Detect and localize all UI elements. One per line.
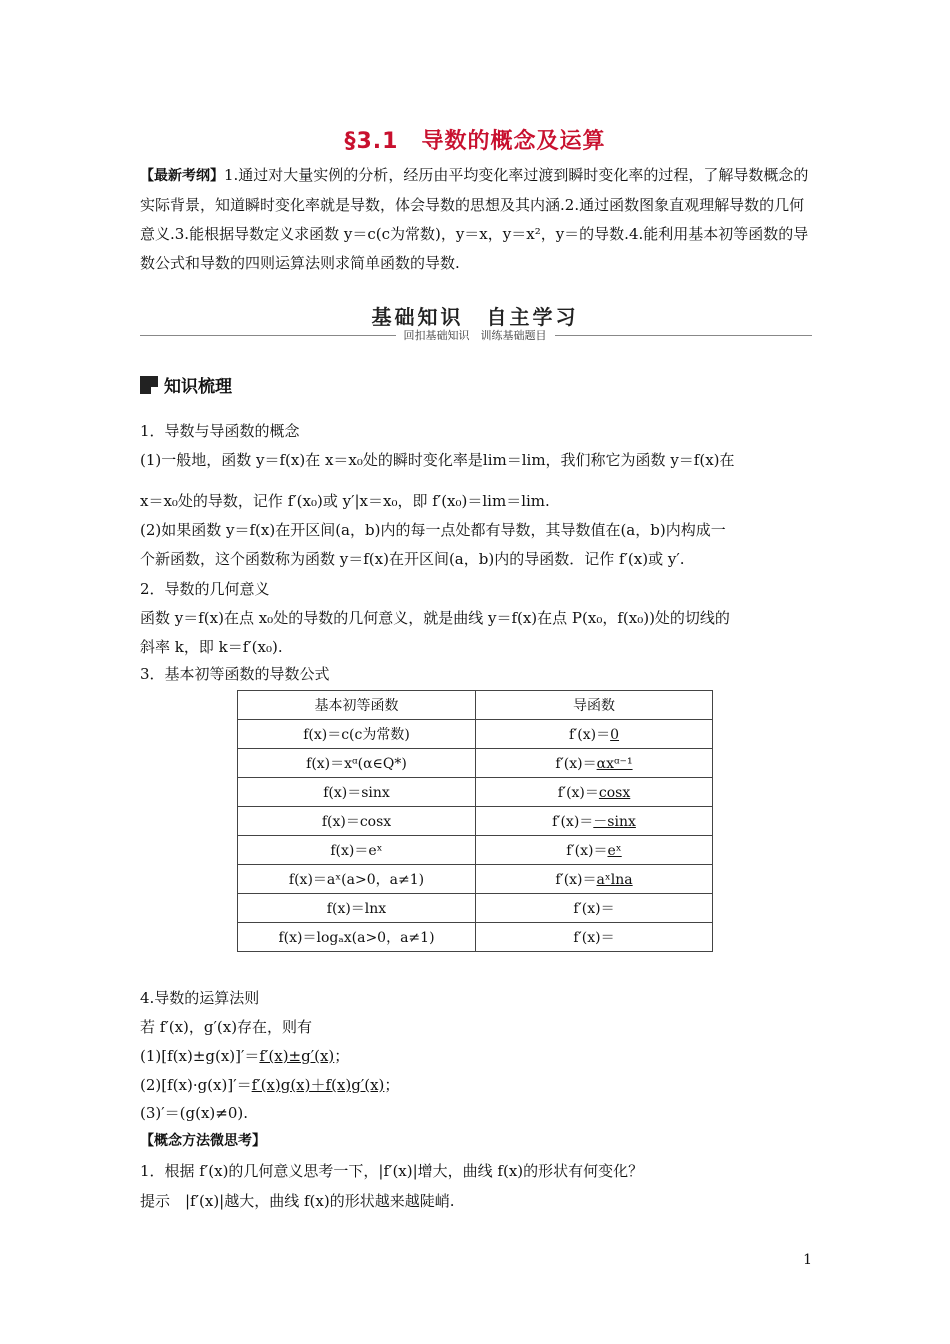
rules-condition: 若 f′(x)，g′(x)存在，则有 bbox=[140, 1018, 313, 1036]
table-cell: f′(x)＝ bbox=[476, 923, 713, 952]
rules-heading: 4.导数的运算法则 bbox=[140, 989, 260, 1007]
table-row bbox=[238, 807, 713, 836]
answer-blank: －sinx bbox=[593, 814, 636, 830]
think-question: 1．根据 f′(x)的几何意义思考一下，|f′(x)|增大，曲线 f(x)的形状有何变化？ bbox=[140, 1162, 644, 1180]
table-cell: f′(x)＝ bbox=[476, 894, 713, 923]
page-number: 1 bbox=[803, 1252, 812, 1268]
answer-blank: 0 bbox=[610, 727, 620, 743]
answer-blank: f′(x)g(x)＋f(x)g′(x) bbox=[251, 1076, 385, 1094]
table-header: 基本初等函数 bbox=[238, 691, 476, 720]
think-answer: 提示 |f′(x)|越大，曲线 f(x)的形状越来越陡峭. bbox=[140, 1192, 455, 1210]
answer-blank: αxᵅ⁻¹ bbox=[596, 756, 633, 772]
text-line: 个新函数，这个函数称为函数 y＝f(x)在开区间(a，b)内的导函数．记作 f′(x)或 y′. bbox=[140, 550, 685, 568]
rule-sum: (1)[f(x)±g(x)]′＝f′(x)±g′(x)； bbox=[140, 1047, 350, 1065]
answer-blank: f′(x)±g′(x) bbox=[259, 1047, 335, 1065]
table-cell: f′(x)＝αxᵅ⁻¹ bbox=[476, 749, 713, 778]
derivative-formula-table bbox=[237, 690, 713, 952]
text-line: 3．基本初等函数的导数公式 bbox=[140, 665, 330, 683]
table-cell: f(x)＝aˣ(a>0，a≠1) bbox=[238, 865, 476, 894]
answer-blank: cosx bbox=[598, 785, 631, 801]
banner-title: 基础知识 自主学习 bbox=[371, 305, 579, 329]
page-title: §3.1 导数的概念及运算 bbox=[344, 129, 606, 154]
answer-blank: aˣlna bbox=[596, 872, 633, 888]
table-cell: f(x)＝cosx bbox=[238, 807, 476, 836]
table-cell: f(x)＝eˣ bbox=[238, 836, 476, 865]
text-line: x＝x₀处的导数，记作 f′(x₀)或 y′|x＝x₀，即 f′(x₀)＝lim＝lim. bbox=[140, 492, 550, 510]
table-row bbox=[238, 778, 713, 807]
text-line: 1．导数与导函数的概念 bbox=[140, 422, 300, 440]
table-header-row bbox=[238, 691, 713, 720]
table-row bbox=[238, 749, 713, 778]
text-line: (2)如果函数 y＝f(x)在开区间(a，b)内的每一点处都有导数，其导数值在(a，b)内构成一 bbox=[140, 521, 726, 539]
table-row bbox=[238, 894, 713, 923]
rule-quotient: (3)′＝(g(x)≠0). bbox=[140, 1104, 249, 1122]
table-header: 导函数 bbox=[476, 691, 713, 720]
table-row bbox=[238, 923, 713, 952]
text-line: (1)一般地，函数 y＝f(x)在 x＝x₀处的瞬时变化率是lim＝lim，我们称它为函数 y＝f(x)在 bbox=[140, 451, 735, 469]
table-cell: f′(x)＝eˣ bbox=[476, 836, 713, 865]
table-cell: f′(x)＝aˣlna bbox=[476, 865, 713, 894]
text-line: 函数 y＝f(x)在点 x₀处的导数的几何意义，就是曲线 y＝f(x)在点 P(x₀，f(x₀))处的切线的 bbox=[140, 609, 730, 627]
table-cell: f(x)＝lnx bbox=[238, 894, 476, 923]
rule-product: (2)[f(x)·g(x)]′＝f′(x)g(x)＋f(x)g′(x)； bbox=[140, 1076, 400, 1094]
table-row bbox=[238, 836, 713, 865]
table-row bbox=[238, 865, 713, 894]
table-cell: f′(x)＝－sinx bbox=[476, 807, 713, 836]
think-tag: 【概念方法微思考】 bbox=[140, 1133, 266, 1149]
table-cell: f(x)＝c(c为常数) bbox=[238, 720, 476, 749]
table-cell: f(x)＝xᵅ(α∈Q*) bbox=[238, 749, 476, 778]
table-cell: f′(x)＝0 bbox=[476, 720, 713, 749]
table-cell: f(x)＝sinx bbox=[238, 778, 476, 807]
table-cell: f(x)＝logₐx(a>0，a≠1) bbox=[238, 923, 476, 952]
banner-subtitle: 回扣基础知识 训练基础题目 bbox=[396, 329, 555, 342]
square-icon bbox=[140, 376, 158, 394]
table-row bbox=[238, 720, 713, 749]
answer-blank: eˣ bbox=[607, 843, 622, 859]
banner-subtitle-wrap bbox=[0, 327, 950, 343]
exam-outline-tag: 【最新考纲】 bbox=[140, 168, 224, 184]
section-title: 知识梳理 bbox=[164, 377, 232, 397]
section-heading bbox=[140, 372, 232, 397]
table-cell: f′(x)＝cosx bbox=[476, 778, 713, 807]
exam-outline bbox=[140, 161, 812, 278]
exam-outline-text: 1.通过对大量实例的分析，经历由平均变化率过渡到瞬时变化率的过程，了解导数概念的实际背景，知道瞬时变化率就是导数，体会导数的思想及其内涵.2.通过函数图象直观理解导数的几何意义.3.能根据导数定义求函数 y＝c(c为常数)，y＝x，y＝x²，y＝的导数.4.能利用基本初等函数的导数公式和导数的四则运算法则求简单函数的导数. bbox=[140, 166, 809, 272]
text-line: 斜率 k，即 k＝f′(x₀). bbox=[140, 638, 283, 656]
text-line: 2．导数的几何意义 bbox=[140, 580, 270, 598]
